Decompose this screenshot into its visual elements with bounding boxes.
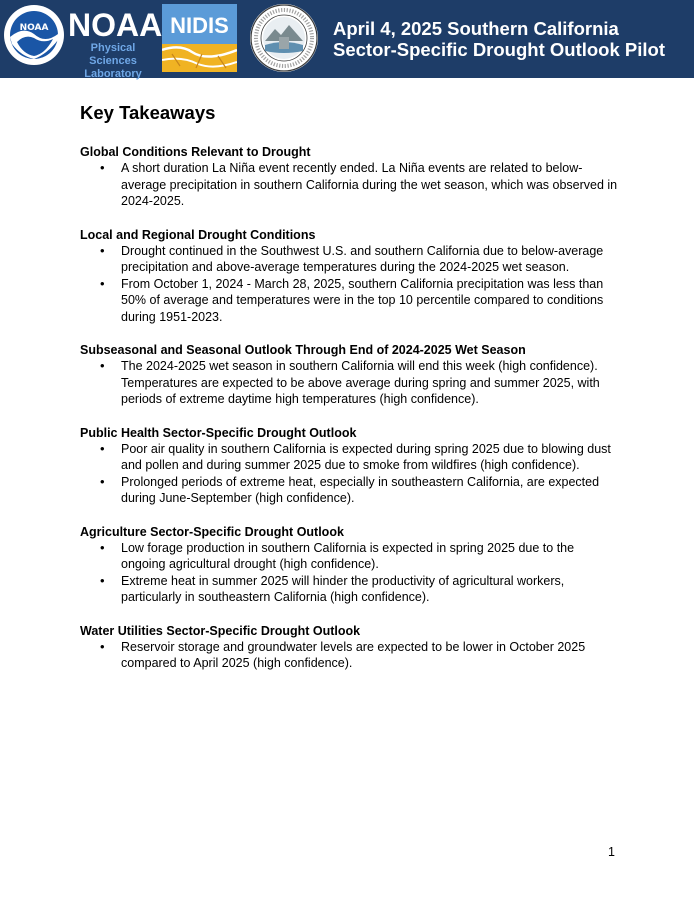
section-title: Water Utilities Sector-Specific Drought Outlook	[80, 623, 361, 638]
section-title: Agriculture Sector-Specific Drought Outlook	[80, 524, 344, 539]
bullet-list	[80, 540, 620, 606]
bullet-list	[80, 243, 620, 326]
section-title: Subseasonal and Seasonal Outlook Through End of 2024-2025 Wet Season	[80, 343, 526, 357]
section-agriculture	[80, 524, 620, 606]
section-title: Global Conditions Relevant to Drought	[80, 145, 311, 159]
bullet-list	[80, 441, 620, 507]
document-body	[80, 102, 620, 689]
noaa-wordmark: NOAA	[68, 7, 163, 43]
section-title: Public Health Sector-Specific Drought Outlook	[80, 425, 357, 440]
title-line-1: April 4, 2025 Southern California	[333, 18, 619, 39]
section-subseasonal-outlook	[80, 342, 620, 408]
bullet-item: • Extreme heat in summer 2025 will hinder the productivity of agricultural workers, particularly in southeastern California (high confidence).	[80, 573, 620, 606]
section-global-conditions	[80, 144, 620, 210]
section-water-utilities	[80, 623, 620, 672]
bullet-list	[80, 639, 620, 672]
psl-line-1: Physical Sciences	[89, 42, 137, 67]
nidis-logo-icon	[162, 4, 237, 72]
psl-line-2: Laboratory	[84, 68, 142, 80]
page-number: 1	[608, 845, 615, 859]
bullet-item: • From October 1, 2024 - March 28, 2025, southern California precipitation was less than 50% of average and temperatures were in the top 10 percentile compared to conditions during 1951-2023.	[80, 276, 620, 326]
document-title	[333, 18, 688, 60]
bullet-item: • Low forage production in southern California is expected in spring 2025 due to the ongoing agricultural drought (high confidence).	[80, 540, 620, 573]
section-public-health	[80, 425, 620, 507]
dwr-seal-icon	[249, 3, 319, 73]
section-title: Local and Regional Drought Conditions	[80, 227, 316, 242]
nidis-wordmark: NIDIS	[170, 13, 229, 38]
bullet-item: • The 2024-2025 wet season in southern California will end this week (high confidence). Temperatures are expected to be above average during spring and summer 2025, with periods of extreme daytime high temperatures (high confidence).	[80, 358, 620, 408]
bullet-item: • Poor air quality in southern California is expected during spring 2025 due to blowing dust and pollen and during summer 2025 due to smoke from wildfires (high confidence).	[80, 441, 620, 474]
page-heading: Key Takeaways	[80, 102, 216, 123]
bullet-list	[80, 358, 620, 408]
bullet-list	[80, 160, 620, 210]
bullet-item: • Prolonged periods of extreme heat, especially in southeastern California, are expected during June-September (high confidence).	[80, 474, 620, 507]
bullet-item: • Reservoir storage and groundwater levels are expected to be lower in October 2025 compared to April 2025 (high confidence).	[80, 639, 620, 672]
bullet-item: • A short duration La Niña event recently ended. La Niña events are related to below-average precipitation in southern California during the wet season, which was observed in 2024-2025.	[80, 160, 620, 210]
title-line-2: Sector-Specific Drought Outlook Pilot	[333, 39, 665, 60]
noaa-logo-icon	[3, 4, 65, 66]
noaa-logo-text: NOAA	[19, 23, 49, 33]
section-local-regional	[80, 227, 620, 326]
bullet-item: • Drought continued in the Southwest U.S. and southern California due to below-average precipitation and above-average temperatures during the 2024-2025 wet season.	[80, 243, 620, 276]
page-header	[0, 0, 694, 78]
noaa-psl-wordmark	[68, 7, 163, 81]
